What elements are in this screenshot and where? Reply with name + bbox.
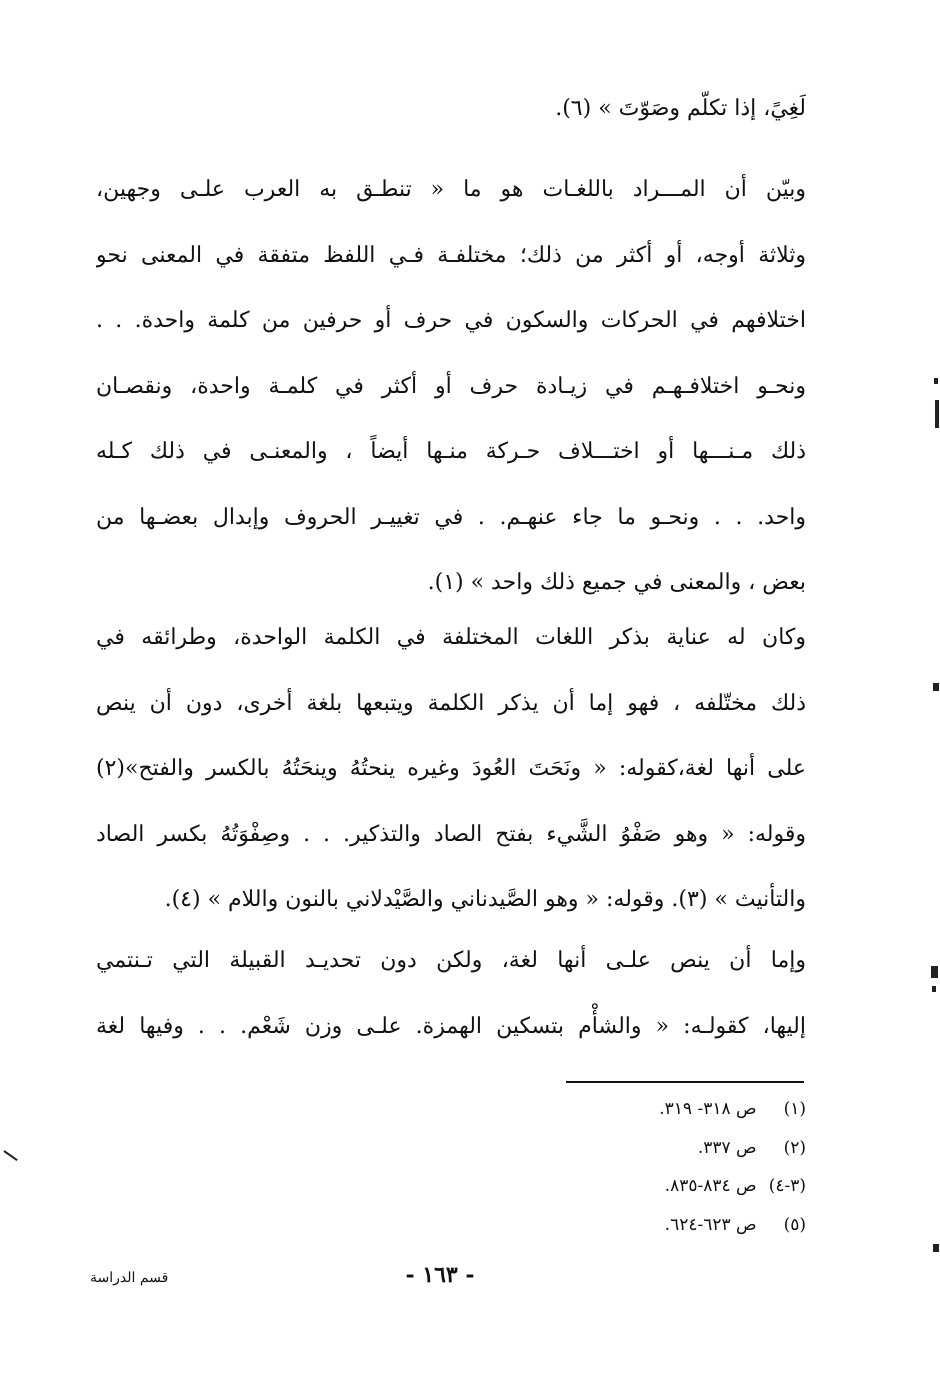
- footnote-item: [560, 1132, 806, 1171]
- paragraph-line: وإما أن ينص علـى أنها لغة، ولكن دون تحديـد القبيلة التي تـنتمي: [96, 948, 806, 973]
- paragraph-4: [96, 928, 806, 1059]
- paragraph-line: اختلافهم في الحركات والسكون في حرف أو حرفين من كلمة واحدة. . .: [96, 308, 806, 333]
- section-label: قسم الدراسة: [90, 1270, 169, 1286]
- paragraph-line: بعض ، والمعنى في جميع ذلك واحد » (١).: [427, 570, 806, 595]
- footnote-text: ص ٦٢٣-٦٢٤.: [664, 1214, 757, 1235]
- paragraph-2: [96, 157, 806, 616]
- footnote-divider: [566, 1081, 804, 1083]
- paragraph-1: [96, 76, 806, 142]
- paragraph-line: ونحـو اختلافـهـم في زيـادة حرف أو أكثر في كلمـة واحدة، ونقصـان: [96, 373, 806, 399]
- paragraph-line: وثلاثة أوجه، أو أكثر من ذلك؛ مختلفـة فـي اللفظ متفقة في المعنى نحو: [96, 242, 806, 268]
- footnote-item: [560, 1093, 806, 1132]
- scan-edge-mark: [3, 1150, 17, 1161]
- paragraph-line: وقوله: « وهو صَفْوُ الشَّيء بفتح الصاد والتذكير. . . وصِفْوَتُهُ بكسر الصاد: [96, 821, 806, 847]
- footnote-number: (٢): [783, 1137, 806, 1158]
- footnote-number: (١): [783, 1099, 806, 1119]
- footnote-text: ص ٣٣٧.: [697, 1137, 757, 1158]
- scan-edge-mark: [934, 378, 938, 384]
- paragraph-line: وكان له عناية بذكر اللغات المختلفة في الكلمة الواحدة، وطرائقه في: [96, 625, 806, 650]
- paragraph-line: وبيّن أن المـــراد باللغـات هو ما « تنطـق به العرب علـى وجهين،: [96, 177, 806, 202]
- scan-edge-mark: [933, 1244, 939, 1252]
- paragraph-line: لَغِيً، إذا تكلّم وصَوّتَ » (٦).: [555, 96, 806, 121]
- footnote-text: ص ٨٣٤-٨٣٥.: [664, 1176, 757, 1196]
- scan-edge-mark: [932, 986, 936, 992]
- scan-edge-mark: [931, 966, 938, 978]
- paragraph-line: ذلك مـنـــها أو اختـــلاف حـركة منـها أيضاً ، والمعنـى في ذلك كـله: [96, 439, 806, 464]
- paragraph-line: إليها، كقولـه: « والشأْم بتسكين الهمزة. علـى وزن شَعْم. . . وفيها لغة: [96, 1013, 806, 1039]
- paragraph-3: [96, 605, 806, 933]
- paragraph-line: ذلك مختّلفه ، فهو إما أن يذكر الكلمة ويتبعها بلغة أخرى، دون أن ينص: [96, 690, 806, 716]
- footnotes-list: [560, 1093, 806, 1247]
- footnote-item: [560, 1209, 806, 1248]
- paragraph-line: والتأنيث » (٣). وقوله: « وهو الصَّيدناني والصَّيْدلاني بالنون واللام » (٤).: [164, 887, 806, 912]
- scan-edge-mark: [935, 400, 939, 428]
- footnote-number: (٥): [783, 1214, 806, 1235]
- footnote-number: (٣-٤): [768, 1176, 806, 1196]
- paragraph-line: على أنها لغة،كقوله: « ونَحَتَ العُودَ وغيره ينحتُهُ وينحَتُهُ بالكسر والفتح»(٢): [96, 756, 806, 781]
- footnote-text: ص ٣١٨- ٣١٩.: [659, 1099, 757, 1119]
- page-number: - ١٦٣ -: [405, 1262, 475, 1288]
- paragraph-line: واحد. . . ونحـو ما جاء عنهـم. . في تغييـر الحروف وإبدال بعضـها من: [96, 504, 806, 530]
- scan-edge-mark: [933, 683, 939, 691]
- footnote-item: [560, 1170, 806, 1209]
